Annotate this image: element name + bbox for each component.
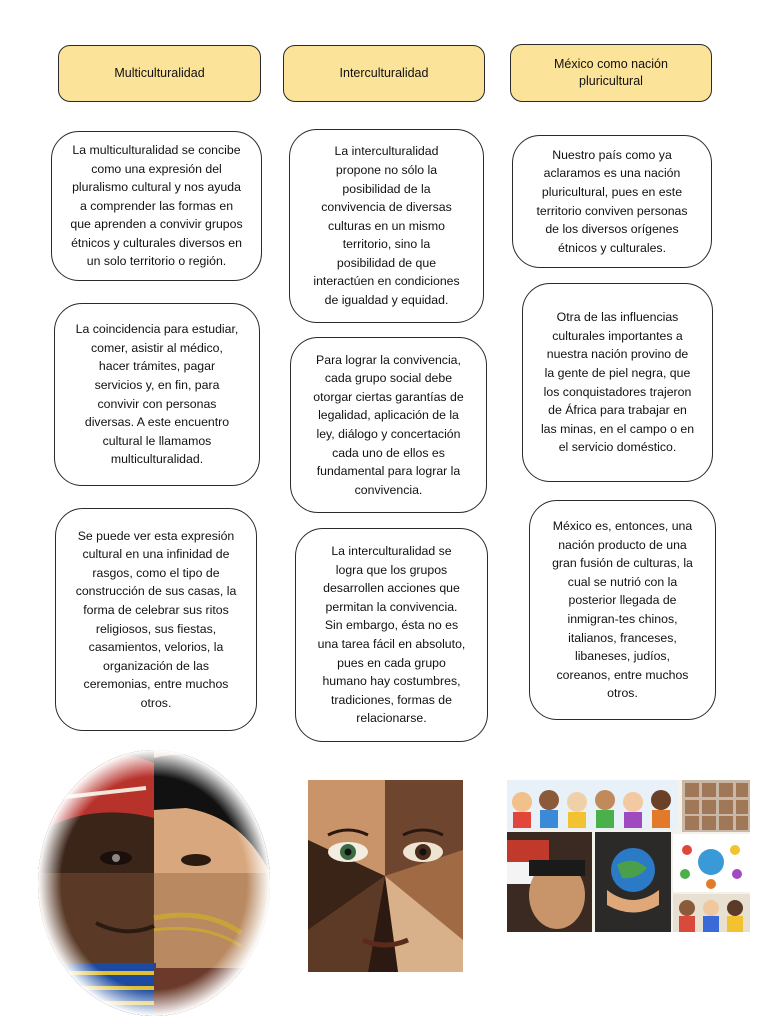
box-text: Otra de las influencias culturales importantes a nuestra nación provino de la gente de piel negra, que los conquistadores trajeron de África para trabajar en las minas, en el campo o en el servicio doméstico.: [540, 310, 695, 455]
box-text: México es, entonces, una nación producto de una gran fusión de culturas, la cual se nutrió con la posterior llegada de inmigran-tes chinos, italianos, franceses, libaneses, judíos, coreanos, entre muchos otros.: [552, 519, 693, 701]
text-box-interculturalidad-3: [295, 528, 488, 742]
header-mexico-pluricultural: [510, 44, 712, 102]
box-text: Para lograr la convivencia, cada grupo social debe otorgar ciertas garantías de legalidad, aplicación de la ley, diálogo y concertación cada uno de ellos es fundamental para lograr la convivencia.: [313, 352, 464, 497]
text-box-interculturalidad-1: [289, 129, 484, 323]
text-box-mexico-2: [522, 283, 713, 482]
text-box-mexico-3: [529, 500, 716, 720]
text-box-multiculturalidad-1: [51, 131, 262, 281]
header-label: Multiculturalidad: [114, 66, 205, 80]
box-text: La coincidencia para estudiar, comer, asistir al médico, hacer trámites, pagar servicios y, en fin, para convivir con personas diversas. A este encuentro cultural le llamamos multiculturalidad.: [75, 322, 239, 467]
text-box-multiculturalidad-2: [54, 303, 260, 486]
box-text: La interculturalidad se logra que los grupos desarrollen acciones que permitan la convivencia. Sin embargo, ésta no es una tarea fácil en absoluto, pues en cada grupo humano hay costumbres, tradiciones, formas de relacionarse.: [317, 544, 466, 726]
header-label: México como nación pluricultural: [554, 57, 668, 88]
header-label: Interculturalidad: [339, 66, 429, 80]
face-mosaic-icon: [308, 780, 463, 972]
box-text: La interculturalidad propone no sólo la posibilidad de la convivencia de diversas culturas en un mismo territorio, sino la posibilidad de que interactúen en condiciones de igualdad y equidad.: [313, 144, 460, 308]
diversity-collage-icon: [507, 780, 750, 932]
text-box-mexico-1: [512, 135, 712, 268]
header-multiculturalidad: [58, 45, 261, 102]
face-collage-oval-icon: [36, 748, 272, 1018]
text-box-interculturalidad-2: [290, 337, 487, 513]
box-text: Se puede ver esta expresión cultural en una infinidad de rasgos, como el tipo de construcción de sus casas, la forma de celebrar sus ritos religiosos, sus fiestas, casamientos, velorios, la organización de las ceremonias, entre muchos otros.: [75, 528, 237, 710]
box-text: Nuestro país como ya aclaramos es una nación pluricultural, pues en este territorio conviven personas de los diversos orígenes étnicos y culturales.: [536, 147, 688, 255]
text-box-multiculturalidad-3: [55, 508, 257, 731]
box-text: La multiculturalidad se concibe como una expresión del pluralismo cultural y nos ayuda a comprender las formas en que aprenden a convivir grupos étnicos y culturales diversos en un solo territorio o región.: [70, 142, 243, 269]
header-interculturalidad: [283, 45, 485, 102]
